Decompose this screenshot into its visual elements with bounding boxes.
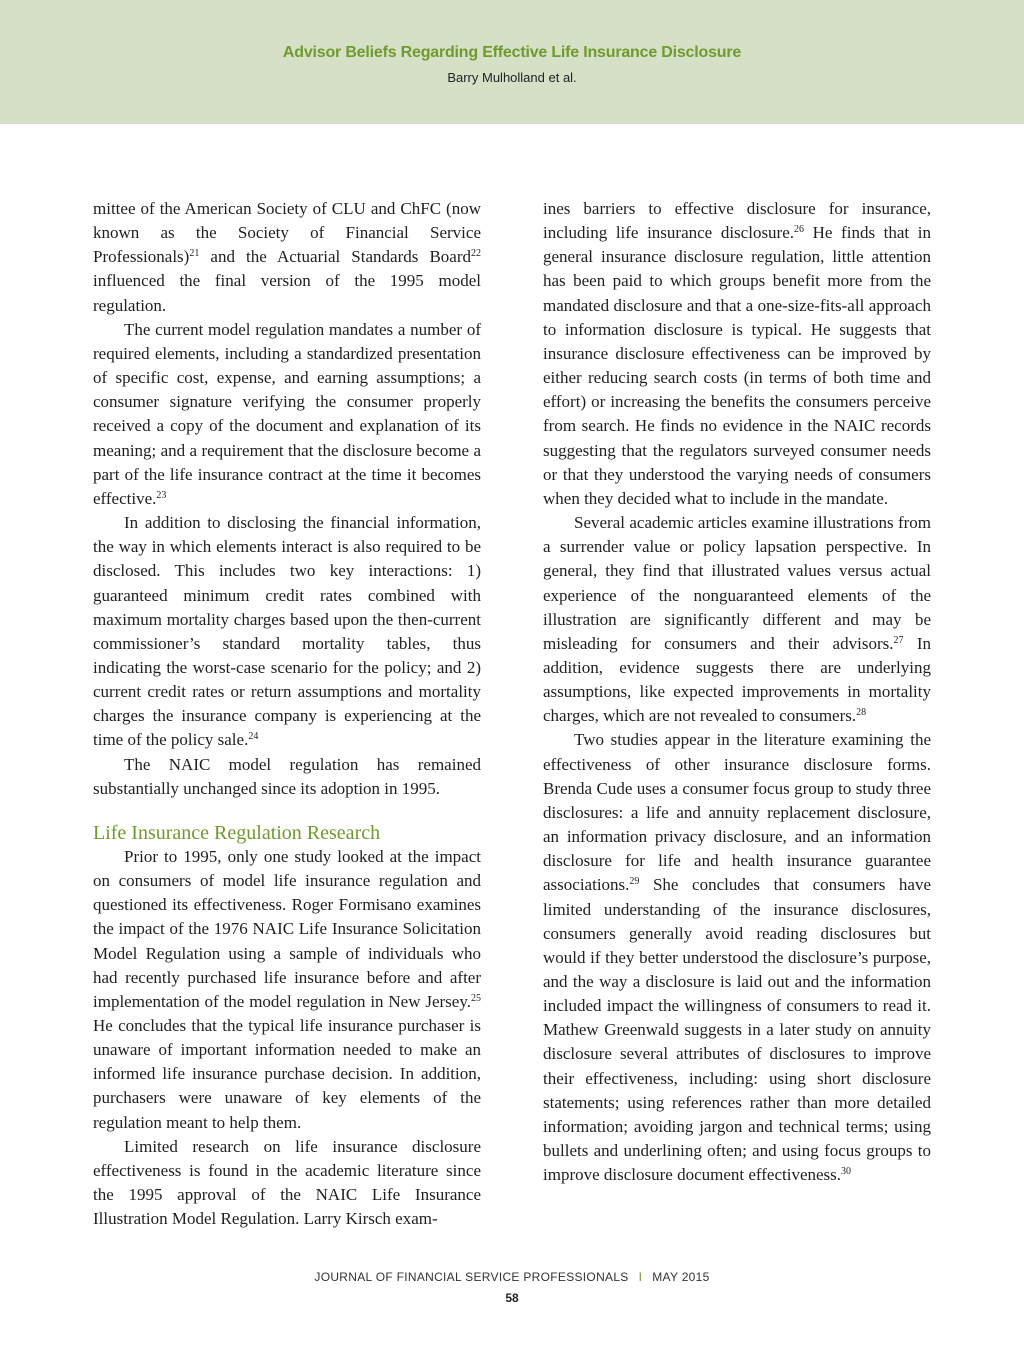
footnote-ref: 25 xyxy=(471,992,481,1004)
footer-separator: I xyxy=(638,1270,643,1284)
paragraph: mittee of the American Society of CLU and ChFC (now known as the Society of Financial Service Professionals)$^{21}$ and the Actuarial Standards Board$^{22}$ influenced the final version of the 1995 model regulation. xyxy=(93,199,481,315)
running-footer xyxy=(0,1270,1024,1284)
footnote-ref: 24 xyxy=(248,731,259,743)
paragraph: The NAIC model regulation has remained substantially unchanged since its adoption in 1995. xyxy=(93,754,481,798)
paragraph: Two studies appear in the literature examining the effectiveness of other insurance disclosure forms. Brenda Cude uses a consumer focus group to study three disclosures: a life and annuity replacement disclosure, an information privacy disclosure, and an information disclosure for life and health insurance guarantee associations.$^{29}$ She concludes that consumers have limited understanding of the insurance disclosures, consumers generally avoid reading disclosures but would if they better understood the disclosure’s purpose, and the way a disclosure is laid out and the information included impact the willingness of consumers to read it. Mathew Greenwald suggests in a later study on annuity disclosure several attributes of disclosures to improve their effectiveness, including: using short disclosure statements; using references rather than more detailed information; avoiding jargon and technical terms; using bullets and underlining often; and using focus groups to improve disclosure document effectiveness.$^{30}$ xyxy=(543,730,931,1185)
journal-name: JOURNAL OF FINANCIAL SERVICE PROFESSIONALS xyxy=(314,1270,629,1284)
issue-date: MAY 2015 xyxy=(652,1270,710,1284)
footnote-ref: 30 xyxy=(841,1166,852,1178)
article-authors: Barry Mulholland et al. xyxy=(447,70,577,85)
left-column xyxy=(93,197,481,1231)
paragraph: Prior to 1995, only one study looked at the impact on consumers of model life insurance regulation and questioned its effectiveness. Roger Formisano examines the impact of the 1976 NAIC Life Insurance Solicitation Model Regulation using a sample of individuals who had recently purchased life insurance before and after implementation of the model regulation in New Jersey.$^{25}$ He concludes that the typical life insurance purchaser is unaware of important information needed to make an informed life insurance purchase decision. In addition, purchasers were unaware of key elements of the regulation meant to help them. xyxy=(93,846,481,1132)
paragraph: In addition to disclosing the financial information, the way in which elements interact is also required to be disclosed. This includes two key interactions: 1) guaranteed minimum credit rates combined with maximum mortality charges based upon the then-current commissioner’s standard mortality tables, thus indicating the worst-case scenario for the policy; and 2) current credit rates or return assumptions and mortality charges the insurance company is experiencing at the time of the policy sale.$^{24}$ xyxy=(93,513,481,750)
paragraph: Several academic articles examine illustrations from a surrender value or policy lapsation perspective. In general, they find that illustrated values versus actual experience of the nonguaranteed elements of the illustration are significantly different and may be misleading for consumers and their advisors.$^{27}$ In addition, evidence suggests there are underlying assumptions, like expected improvements in mortality charges, which are not revealed to consumers.$^{28}$ xyxy=(543,513,931,726)
page-number: 58 xyxy=(505,1291,519,1305)
footnote-ref: 23 xyxy=(156,489,167,501)
footnote-ref: 27 xyxy=(893,634,904,646)
section-heading: Life Insurance Regulation Research xyxy=(93,821,381,844)
footnote-ref: 22 xyxy=(471,248,481,260)
paragraph: The current model regulation mandates a number of required elements, including a standardized presentation of specific cost, expense, and earning assumptions; a consumer signature verifying the consumer properly received a copy of the document and explanation of its meaning; and a requirement that the disclosure become a part of the life insurance contract at the time it becomes effective.$^{23}$ xyxy=(93,319,481,508)
footnote-ref: 29 xyxy=(629,876,640,888)
footnote-ref: 28 xyxy=(856,707,867,719)
footnote-ref: 26 xyxy=(794,224,805,236)
footnote-ref: 21 xyxy=(189,248,200,260)
header-band xyxy=(0,0,1024,124)
paragraph: Limited research on life insurance disclosure effectiveness is found in the academic literature since the 1995 approval of the NAIC Life Insurance Illustration Model Regulation. Larry Kirsch exam- xyxy=(93,1136,481,1229)
right-column xyxy=(543,197,931,1187)
paragraph: ines barriers to effective disclosure for insurance, including life insurance disclosure.$^{26}$ He finds that in general insurance disclosure regulation, little attention has been paid to which groups benefit more from the mandated disclosure and that a one-size-fits-all approach to information disclosure is typical. He suggests that insurance disclosure effectiveness can be improved by either reducing search costs (in terms of both time and effort) or increasing the benefits the consumers perceive from search. He finds no evidence in the NAIC records suggesting that the regulators surveyed consumer needs or that they understood the varying needs of consumers when they decided what to include in the mandate. xyxy=(543,199,931,508)
article-title: Advisor Beliefs Regarding Effective Life Insurance Disclosure xyxy=(282,44,742,61)
